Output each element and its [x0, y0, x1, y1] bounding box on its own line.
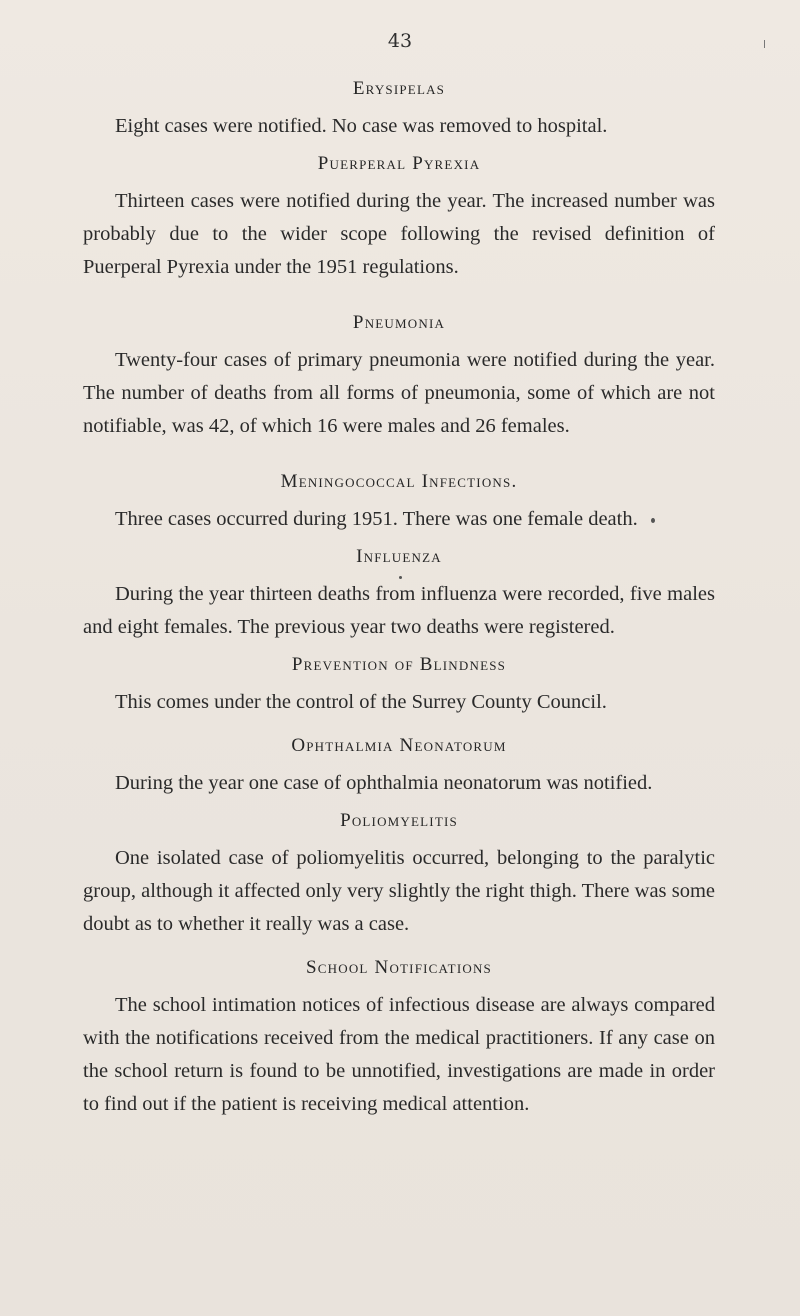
page-number: 43 — [387, 30, 413, 52]
section-heading: Meningococcal Infections. — [280, 471, 518, 492]
section-poliomyelitis — [83, 808, 715, 941]
section-heading: Puerperal Pyrexia — [317, 153, 481, 174]
section-erysipelas — [83, 76, 715, 143]
section-paragraph: The school intimation notices of infectious disease are always compared with the notifications received from the medical practitioners. If any case on the school return is found to be unnotified, investigations are made in order to find out if the patient is receiving medical attention. — [83, 994, 715, 1115]
page-body — [83, 76, 715, 1133]
section-meningococcal-infections — [83, 469, 715, 536]
section-puerperal-pyrexia — [83, 151, 715, 284]
print-speck — [651, 518, 655, 523]
section-heading: Pneumonia — [352, 312, 446, 333]
section-prevention-of-blindness — [83, 652, 715, 719]
section-heading: Prevention of Blindness — [291, 654, 507, 675]
section-ophthalmia-neonatorum — [83, 733, 715, 800]
section-paragraph: Three cases occurred during 1951. There was one female death. — [115, 508, 638, 530]
section-heading: Poliomyelitis — [340, 810, 458, 831]
section-paragraph: This comes under the control of the Surrey County Council. — [115, 691, 607, 713]
section-heading: Influenza — [356, 546, 442, 567]
section-pneumonia — [83, 310, 715, 443]
section-school-notifications — [83, 955, 715, 1121]
section-paragraph: Thirteen cases were notified during the year. The increased number was probably due to the wider scope following the revised definition of Puerperal Pyrexia under the 1951 regulations. — [83, 190, 715, 278]
section-paragraph: One isolated case of poliomyelitis occurred, belonging to the paralytic group, although it affected only very slightly the right thigh. There was some doubt as to whether it really was a case. — [83, 847, 715, 935]
section-paragraph: During the year thirteen deaths from influenza were recorded, five males and eight females. The previous year two deaths were registered. — [83, 583, 715, 638]
section-paragraph: Twenty-four cases of primary pneumonia were notified during the year. The number of deaths from all forms of pneumonia, some of which are not notifiable, was 42, of which 16 were males and 26 females. — [83, 349, 715, 437]
print-speck — [399, 576, 402, 579]
section-heading: Ophthalmia Neonatorum — [291, 735, 507, 756]
section-influenza — [83, 544, 715, 644]
section-heading: Erysipelas — [352, 78, 446, 99]
section-paragraph: Eight cases were notified. No case was removed to hospital. — [115, 115, 608, 137]
section-paragraph: During the year one case of ophthalmia neonatorum was notified. — [115, 772, 653, 794]
section-heading: School Notifications — [306, 957, 492, 978]
print-speck — [764, 40, 765, 48]
